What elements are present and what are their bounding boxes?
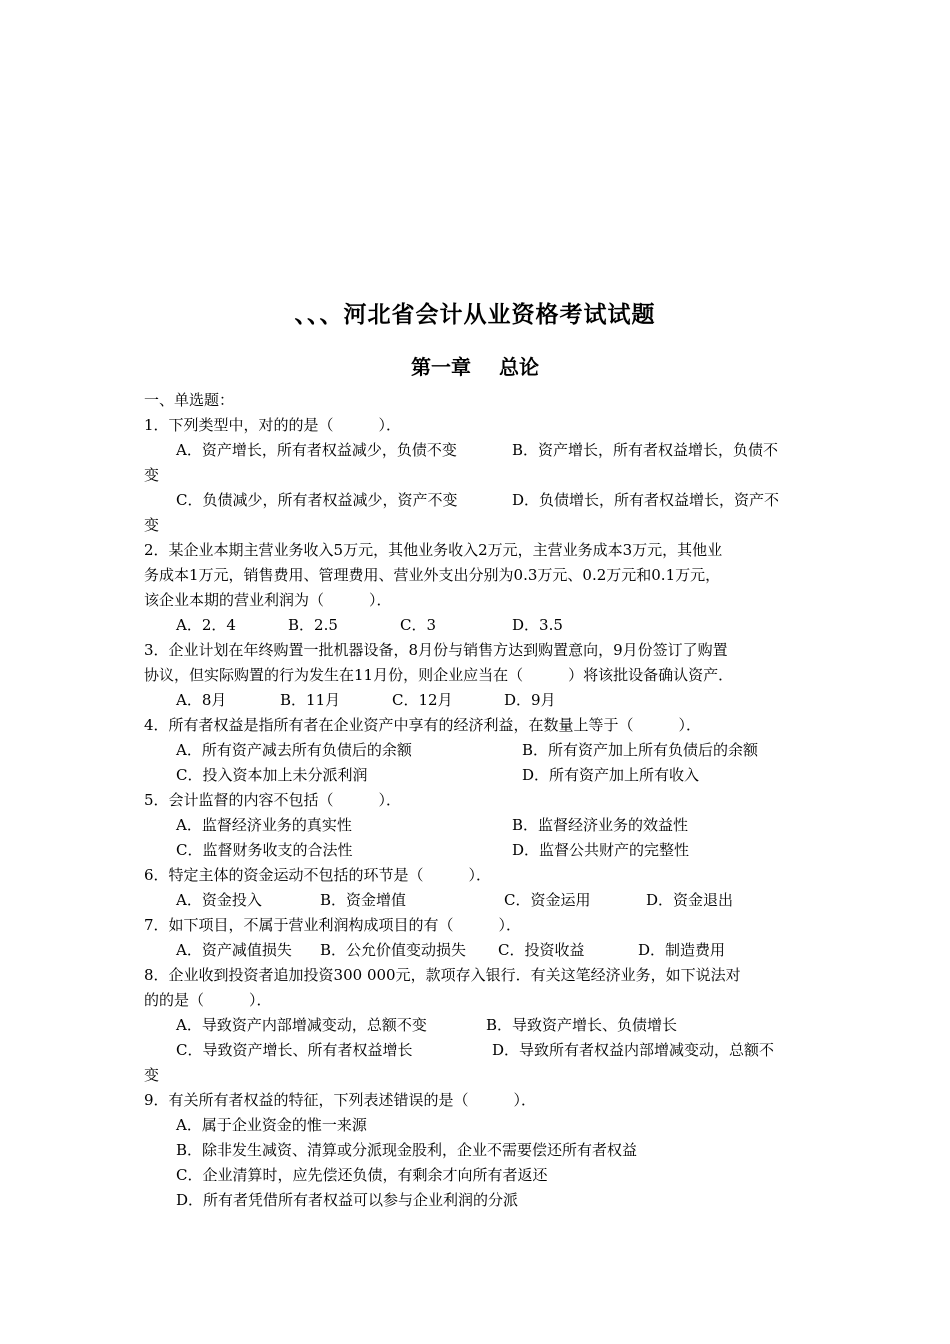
option-c: C．监督财务收支的合法性 [176, 841, 353, 859]
chapter-name: 总论 [499, 355, 539, 379]
question-6-stem: 6．特定主体的资金运动不包括的环节是（ ）． [144, 866, 492, 884]
option-d: D．9月 [504, 691, 556, 709]
option-a: A．资金投入 [176, 891, 262, 909]
question-2-stem-line3: 该企业本期的营业利润为（ ）． [144, 591, 392, 609]
option-c: C．负债减少，所有者权益减少，资产不变 [176, 491, 458, 509]
question-3-options [144, 688, 814, 713]
option-a: A．2．4 [176, 616, 236, 634]
option-c: C．3 [400, 616, 437, 634]
question-8-options-cd [144, 1038, 814, 1063]
option-c: C．企业清算时，应先偿还负债，有剩余才向所有者返还 [176, 1166, 548, 1184]
option-a: A．导致资产内部增减变动，总额不变 [176, 1016, 427, 1034]
option-b: B．所有资产加上所有负债后的余额 [522, 741, 759, 759]
option-b: B．公允价值变动损失 [320, 941, 467, 959]
question-6-options [144, 888, 814, 913]
question-4-options-cd [144, 763, 814, 788]
option-c: C．投资收益 [498, 941, 585, 959]
option-d: D．所有者凭借所有者权益可以参与企业利润的分派 [176, 1191, 519, 1209]
option-a: A．8月 [176, 691, 227, 709]
question-list [144, 388, 814, 1213]
option-b: B．资金增值 [320, 891, 407, 909]
question-7-stem: 7．如下项目，不属于营业利润构成项目的有（ ）． [144, 916, 522, 934]
question-3-stem-line1: 3．企业计划在年终购置一批机器设备，8月份与销售方达到购置意向，9月份签订了购置 [144, 641, 728, 659]
question-7-options [144, 938, 814, 963]
option-d: D．导致所有者权益内部增减变动，总额不 [492, 1041, 775, 1059]
question-8-stem-line1: 8．企业收到投资者追加投资300 000元，款项存入银行．有关这笔经济业务，如下说法对 [144, 966, 741, 984]
option-a: A．所有资产减去所有负债后的余额 [176, 741, 412, 759]
option-b: B．除非发生减资、清算或分派现金股利，企业不需要偿还所有者权益 [176, 1141, 638, 1159]
option-a: A．资产减值损失 [176, 941, 292, 959]
question-2-stem-line2: 务成本1万元，销售费用、管理费用、营业外支出分别为0.3万元、0.2万元和0.1万元， [144, 566, 721, 584]
question-8-stem-line2: 的的是（ ）． [144, 991, 272, 1009]
option-b: B．2.5 [288, 616, 338, 634]
question-1-stem: 1．下列类型中，对的的是（ ）． [144, 416, 402, 434]
option-c: C．资金运用 [504, 891, 591, 909]
option-b: B．11月 [280, 691, 341, 709]
option-a: A．监督经济业务的真实性 [176, 816, 352, 834]
option-c: C．导致资产增长、所有者权益增长 [176, 1041, 413, 1059]
question-8-options-ab [144, 1013, 814, 1038]
option-b: B．导致资产增长、负债增长 [486, 1016, 678, 1034]
chapter-number: 第一章 [411, 355, 471, 379]
section-heading: 一、单选题： [144, 391, 235, 409]
option-b: B．资产增长，所有者权益增长，负债不 [512, 441, 779, 459]
option-c: C．12月 [392, 691, 453, 709]
document-title: 、、、河北省会计从业资格考试试题 [294, 302, 656, 328]
question-3-stem-line2: 协议，但实际购置的行为发生在11月份，则企业应当在（ ）将该批设备确认资产． [144, 666, 734, 684]
question-2-stem-line1: 2．某企业本期主营业务收入5万元，其他业务收入2万元，主营业务成本3万元，其他业 [144, 541, 723, 559]
option-d: D．资金退出 [646, 891, 734, 909]
question-5-options-ab [144, 813, 814, 838]
option-d-wrap: 变 [144, 516, 160, 534]
question-1-options-cd [144, 488, 814, 513]
option-b-wrap: 变 [144, 466, 160, 484]
question-5-options-cd [144, 838, 814, 863]
question-4-options-ab [144, 738, 814, 763]
question-5-stem: 5．会计监督的内容不包括（ ）． [144, 791, 402, 809]
option-d: D．3.5 [512, 616, 563, 634]
option-d: D．负债增长，所有者权益增长，资产不 [512, 491, 780, 509]
question-9-stem: 9．有关所有者权益的特征，下列表述错误的是（ ）． [144, 1091, 537, 1109]
option-d: D．所有资产加上所有收入 [522, 766, 700, 784]
option-c: C．投入资本加上未分派利润 [176, 766, 368, 784]
option-d: D．制造费用 [638, 941, 726, 959]
question-4-stem: 4．所有者权益是指所有者在企业资产中享有的经济利益，在数量上等于（ ）． [144, 716, 702, 734]
option-d: D．监督公共财产的完整性 [512, 841, 690, 859]
option-d-wrap: 变 [144, 1066, 160, 1084]
option-a: A．属于企业资金的惟一来源 [176, 1116, 367, 1134]
chapter-heading [0, 351, 950, 380]
option-b: B．监督经济业务的效益性 [512, 816, 689, 834]
question-2-options [144, 613, 814, 638]
question-1-options-ab [144, 438, 814, 463]
option-a: A．资产增长，所有者权益减少，负债不变 [176, 441, 457, 459]
